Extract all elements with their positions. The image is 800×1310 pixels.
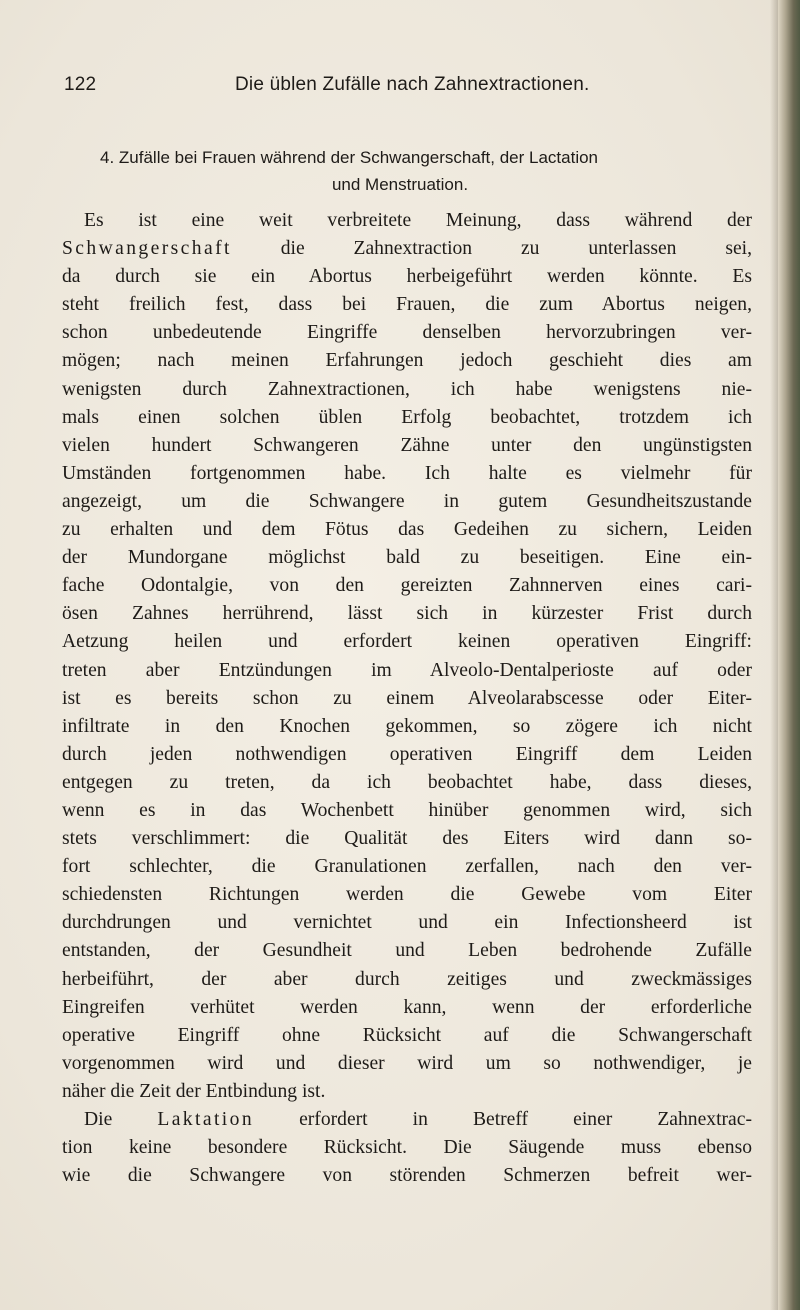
text-line	[62, 1106, 752, 1134]
text-line: angezeigt, um die Schwangere in gutem Gesundheitszustande	[62, 490, 752, 512]
text-line: Es ist eine weit verbreitete Meinung, dass während der	[84, 210, 752, 231]
text-line: steht freilich fest, dass bei Frauen, die zum Abortus neigen,	[62, 294, 752, 316]
text-line: da durch sie ein Abortus herbeigeführt werden könnte. Es	[62, 266, 752, 288]
text-line: schiedensten Richtungen werden die Gewebe vom Eiter	[62, 884, 752, 906]
text-line: wenigsten durch Zahnextractionen, ich habe wenigstens nie-	[62, 378, 752, 400]
text-line	[62, 235, 752, 263]
text-line: schon unbedeutende Eingriffe denselben hervorzubringen ver-	[62, 322, 752, 344]
body-text	[62, 207, 752, 1190]
page-edge-shadow	[778, 0, 800, 1310]
text-line: mals einen solchen üblen Erfolg beobachtet, trotzdem ich	[62, 406, 752, 428]
running-head: Die üblen Zufälle nach Zahnextractionen.	[235, 74, 590, 95]
text-line: fort schlechter, die Granulationen zerfallen, nach den ver-	[62, 856, 752, 878]
text-line: ist es bereits schon zu einem Alveolarabscesse oder Eiter-	[62, 687, 752, 709]
text-line: durchdrungen und vernichtet und ein Infectionsheerd ist	[62, 912, 752, 934]
text-line: wenn es in das Wochenbett hinüber genommen wird, sich	[62, 799, 752, 821]
text-line: Aetzung heilen und erfordert keinen operativen Eingriff:	[62, 631, 752, 653]
text-fragment: die Zahnextraction zu unterlassen sei,	[231, 238, 752, 260]
section-heading-line-2: und Menstruation.	[331, 175, 469, 194]
text-line: Umständen fortgenommen habe. Ich halte es vielmehr für	[62, 462, 752, 484]
text-line: mögen; nach meinen Erfahrungen jedoch geschieht dies am	[62, 350, 752, 372]
section-heading-line-1: 4. Zufälle bei Frauen während der Schwangerschaft, der Lactation	[100, 148, 599, 167]
text-line: zu erhalten und dem Fötus das Gedeihen zu sichern, Leiden	[62, 519, 752, 541]
page-header	[64, 74, 744, 104]
text-line: Eingreifen verhütet werden kann, wenn der erforderliche	[62, 996, 752, 1018]
text-line: entgegen zu treten, da ich beobachtet habe, dass dieses,	[62, 771, 752, 793]
text-line: infiltrate in den Knochen gekommen, so zögere ich nicht	[62, 715, 752, 737]
text-line: stets verschlimmert: die Qualität des Eiters wird dann so-	[62, 828, 752, 850]
text-line: tion keine besondere Rücksicht. Die Säugende muss ebenso	[62, 1137, 752, 1159]
text-line: vielen hundert Schwangeren Zähne unter den ungünstigsten	[62, 434, 752, 456]
text-line: herbeiführt, der aber durch zeitiges und zweckmässiges	[62, 968, 752, 990]
text-line: vorgenommen wird und dieser wird um so nothwendiger, je	[62, 1052, 752, 1074]
text-line: entstanden, der Gesundheit und Leben bedrohende Zufälle	[62, 940, 752, 962]
text-line: treten aber Entzündungen im Alveolo-Dentalperioste auf oder	[62, 659, 752, 681]
page-number: 122	[64, 74, 97, 95]
text-fragment: erfordert in Betreff einer Zahnextrac-	[254, 1109, 752, 1130]
text-line: operative Eingriff ohne Rücksicht auf die Schwangerschaft	[62, 1024, 752, 1046]
text-line: durch jeden nothwendigen operativen Eingriff dem Leiden	[62, 743, 752, 765]
emphasis-term-schwangerschaft: Schwangerschaft	[62, 238, 232, 260]
section-heading	[100, 144, 740, 198]
text-line: der Mundorgane möglichst bald zu beseitigen. Eine ein-	[62, 547, 752, 569]
emphasis-term-laktation: Laktation	[157, 1109, 255, 1130]
text-line: fache Odontalgie, von den gereizten Zahnnerven eines cari-	[62, 575, 752, 597]
text-fragment: Die	[84, 1109, 158, 1130]
text-line: wie die Schwangere von störenden Schmerzen befreit wer-	[62, 1165, 752, 1187]
page-edge-gradient	[770, 0, 778, 1310]
text-line: näher die Zeit der Entbindung ist.	[62, 1080, 326, 1102]
text-line: ösen Zahnes herrührend, lässt sich in kürzester Frist durch	[62, 603, 752, 625]
